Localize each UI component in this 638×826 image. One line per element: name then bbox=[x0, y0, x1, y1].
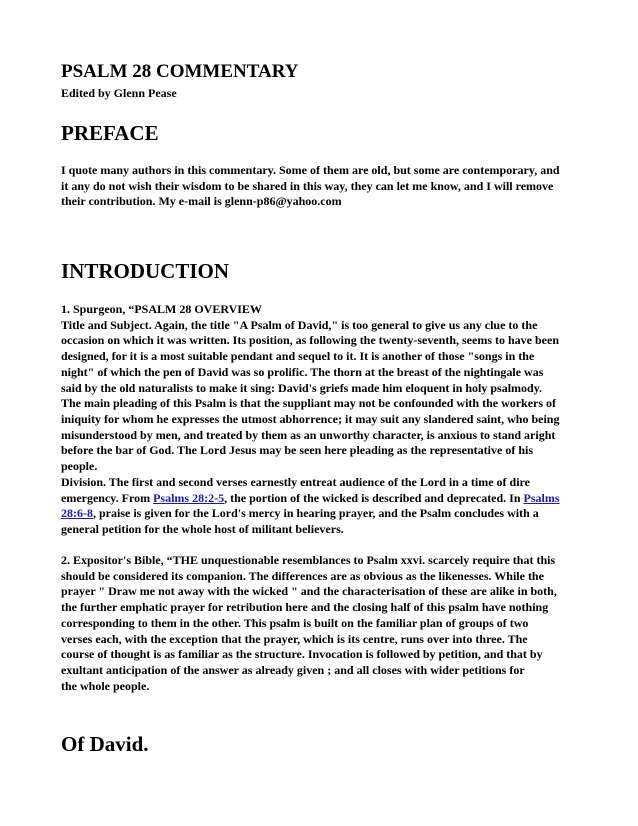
text-line: 1. Spurgeon, “PSALM 28 OVERVIEW bbox=[61, 302, 262, 316]
text-line: corresponding to them in the other. This psalm is built on the familiar plan of groups of two bbox=[61, 615, 529, 630]
psalms-28-2-5-link[interactable]: Psalms 28:2-5 bbox=[153, 490, 225, 505]
preface-paragraph bbox=[61, 163, 581, 210]
text-line: misunderstood by men, and treated by them as an unworthy character, is anxious to stand aright bbox=[61, 427, 556, 442]
text-line: it any do not wish their wisdom to be shared in this way, they can let me know, and I will remove bbox=[61, 178, 554, 193]
text-line: their contribution. My e-mail is glenn-p86@yahoo.com bbox=[61, 194, 342, 209]
text-line: said by the old naturalists to make it sing: David's griefs made him eloquent in holy psalmody. bbox=[61, 380, 543, 395]
text-line: designed, for it is a most suitable pendant and sequel to it. It is another of those "songs in the bbox=[61, 349, 535, 364]
text-segment: emergency. From bbox=[61, 490, 154, 505]
text-line: prayer " Draw me not away with the wicked " and the characterisation of these are alike in both, bbox=[61, 584, 557, 599]
text-line: the further emphatic prayer for retribution here and the closing half of this psalm have nothing bbox=[61, 600, 549, 615]
text-segment: , the portion of the wicked is described and deprecated. In bbox=[224, 490, 524, 505]
text-line bbox=[61, 491, 581, 507]
text-line: occasion on which it was written. Its position, as following the twenty-seventh, seems to have been bbox=[61, 333, 559, 348]
introduction-heading: INTRODUCTION bbox=[61, 259, 230, 283]
text-segment: , praise is given for the Lord's mercy in hearing prayer, and the Psalm concludes with a bbox=[93, 506, 539, 521]
preface-heading: PREFACE bbox=[61, 121, 159, 145]
division-paragraph bbox=[61, 475, 581, 538]
psalms-28-6-8-link-part1[interactable]: Psalms bbox=[523, 490, 560, 505]
text-line: Title and Subject. Again, the title "A Psalm of David," is too general to give us any clue to the bbox=[61, 317, 538, 332]
text-line bbox=[61, 506, 581, 522]
of-david-heading: Of David. bbox=[61, 732, 149, 756]
text-line: verses each, with the exception that the prayer, which is its centre, runs over into three. The bbox=[61, 631, 528, 646]
spurgeon-paragraph bbox=[61, 302, 581, 475]
text-line: before the bar of God. The Lord Jesus may be seen here pleading as the representative of his bbox=[61, 443, 533, 458]
text-line: iniquity for whom he expresses the utmost abhorrence; it may suit any slandered saint, who being bbox=[61, 411, 560, 426]
text-line: the whole people. bbox=[61, 678, 150, 693]
text-line: general petition for the whole host of militant believers. bbox=[61, 522, 344, 537]
document-title: PSALM 28 COMMENTARY bbox=[61, 61, 299, 82]
document-subtitle: Edited by Glenn Pease bbox=[61, 86, 177, 100]
text-line: I quote many authors in this commentary. Some of them are old, but some are contemporary, and bbox=[61, 163, 560, 177]
text-line: should be considered its companion. The differences are as obvious as the likenesses. While the bbox=[61, 568, 544, 583]
text-line: exultant anticipation of the answer as already given ; and all closes with wider petitions for bbox=[61, 662, 525, 677]
text-line: people. bbox=[61, 459, 98, 474]
text-line: 2. Expositor's Bible, “THE unquestionable resemblances to Psalm xxvi. scarcely require that this bbox=[61, 553, 556, 567]
text-line: night" of which the pen of David was so prolific. The thorn at the breast of the nightingale was bbox=[61, 364, 544, 379]
psalms-28-6-8-link-part2[interactable]: 28:6-8 bbox=[61, 506, 93, 521]
text-line: The main pleading of this Psalm is that the suppliant may not be confounded with the workers of bbox=[61, 396, 557, 411]
text-line: Division. The first and second verses earnestly entreat audience of the Lord in a time of dire bbox=[61, 475, 530, 489]
expositor-paragraph bbox=[61, 553, 581, 694]
text-line: course of thought is as familiar as the structure. Invocation is followed by petition, and that by bbox=[61, 647, 543, 662]
